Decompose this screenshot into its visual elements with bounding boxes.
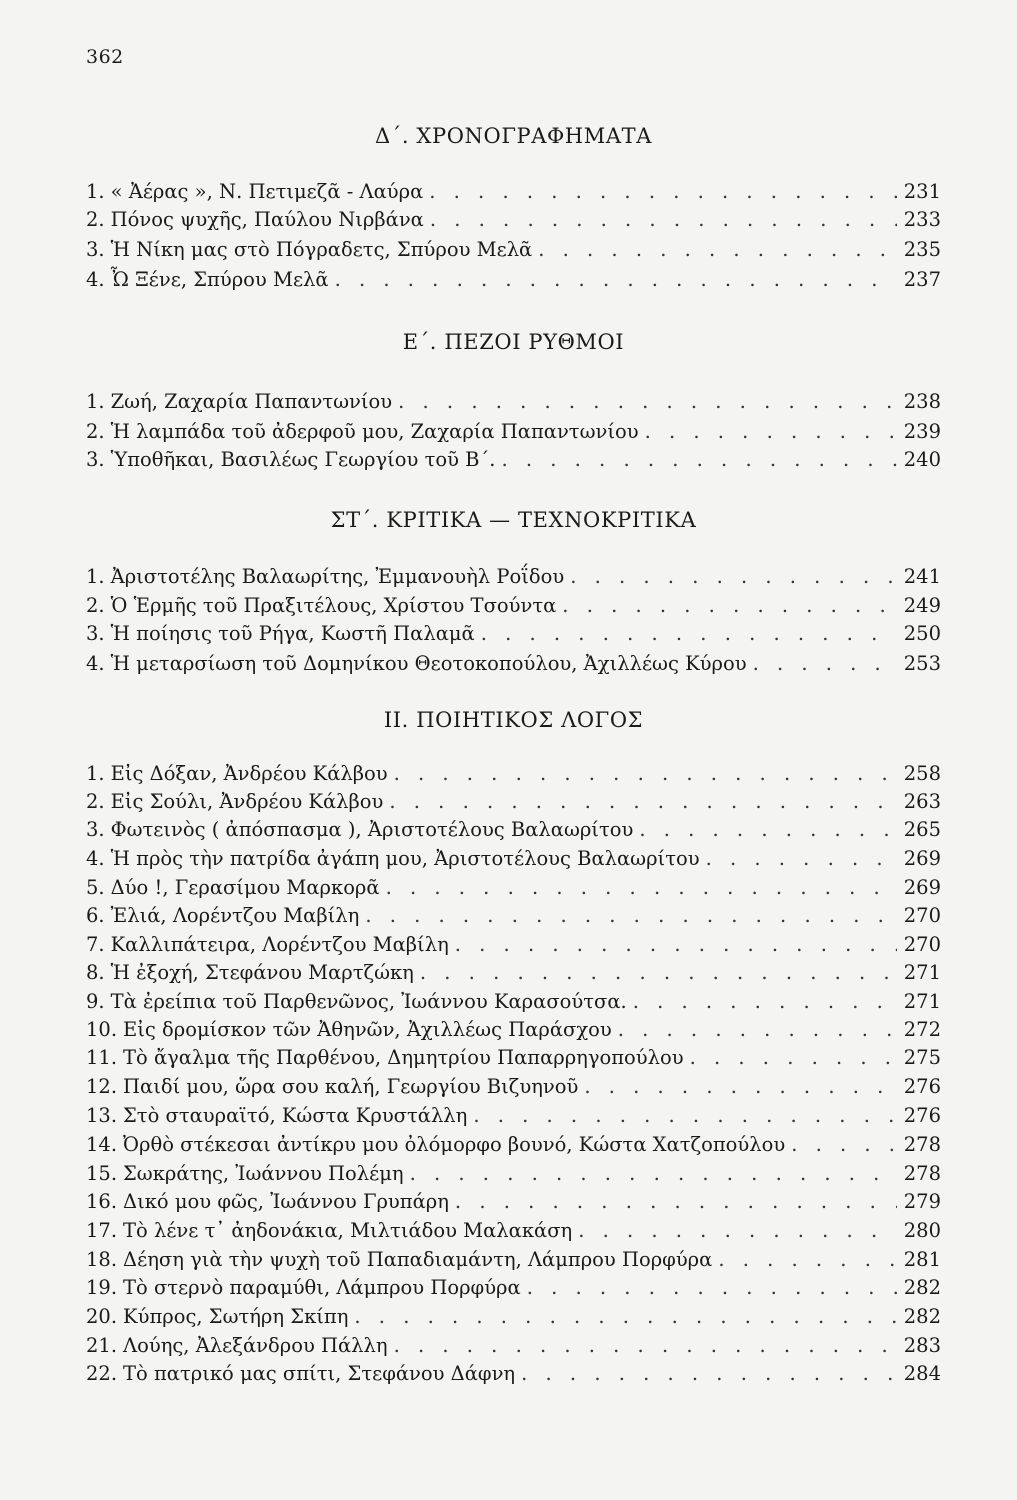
entry-page-number: 238 (903, 390, 941, 413)
entry-title: Τὸ στερνὸ παραμύθι, Λάμπρου Πορφύρα (123, 1276, 521, 1299)
entry-number: 1. (86, 390, 105, 413)
toc-entry (86, 208, 941, 236)
entry-title: Τὰ ἐρείπια τοῦ Παρθενῶνος, Ἰωάννου Καρασούτσα. (110, 990, 627, 1013)
section-heading: ΣΤ΄. ΚΡΙΤΙΚΑ — ΤΕΧΝΟΚΡΙΤΙΚΑ (330, 508, 697, 532)
toc-entry (86, 990, 941, 1018)
entry-page-number: 240 (903, 448, 941, 471)
toc-entry (86, 1219, 941, 1247)
dot-leader (473, 1104, 897, 1127)
toc-entry (86, 961, 941, 989)
toc-entry (86, 1162, 941, 1190)
toc-entry (86, 1104, 941, 1132)
toc-entry (86, 1276, 941, 1304)
entry-page-number: 239 (903, 420, 941, 443)
entry-title: Λούης, Ἀλεξάνδρου Πάλλη (123, 1334, 388, 1357)
section-heading: ΙΙ. ΠΟΙΗΤΙΚΟΣ ΛΟΓΟΣ (383, 708, 644, 732)
toc-entry (86, 390, 941, 418)
entry-title: Τὸ πατρικό μας σπίτι, Στεφάνου Δάφνη (123, 1362, 516, 1385)
entry-number: 1. (86, 762, 105, 785)
dot-leader (455, 933, 897, 956)
entry-number: 1. (86, 565, 105, 588)
entry-page-number: 276 (903, 1075, 941, 1098)
entry-title: Ὦ Ξένε, Σπύρου Μελᾶ (110, 268, 329, 291)
entry-title: Δύο !, Γερασίμου Μαρκορᾶ (110, 876, 380, 899)
entry-page-number: 282 (903, 1276, 941, 1299)
entry-page-number: 279 (903, 1190, 941, 1213)
entry-page-number: 269 (903, 847, 941, 870)
entry-number: 6. (86, 904, 105, 927)
entry-number: 3. (86, 818, 105, 841)
entry-number: 10. (86, 1018, 118, 1041)
entry-title: Ἡ ποίησις τοῦ Ρήγα, Κωστῆ Παλαμᾶ (110, 622, 475, 645)
entry-page-number: 263 (903, 790, 941, 813)
entry-page-number: 253 (903, 652, 941, 675)
toc-entry (86, 1362, 941, 1390)
entry-page-number: 284 (903, 1362, 941, 1385)
dot-leader (718, 1248, 897, 1271)
dot-leader (706, 847, 897, 870)
entry-title: Τὸ ἄγαλμα τῆς Παρθένου, Δημητρίου Παπαρρηγοπούλου (123, 1046, 684, 1069)
dot-leader (429, 180, 897, 203)
dot-leader (639, 818, 897, 841)
entry-number: 11. (86, 1046, 118, 1069)
entry-title: Ἡ ἐξοχή, Στεφάνου Μαρτζώκη (110, 961, 414, 984)
entry-number: 16. (86, 1190, 118, 1213)
entry-number: 12. (86, 1075, 118, 1098)
entry-title: Καλλιπάτειρα, Λορέντζου Μαβίλη (110, 933, 449, 956)
dot-leader (578, 1219, 897, 1242)
dot-leader (389, 790, 897, 813)
toc-entry (86, 933, 941, 961)
toc-entry (86, 847, 941, 875)
dot-leader (365, 904, 897, 927)
entry-page-number: 271 (903, 990, 941, 1013)
toc-entry (86, 448, 941, 476)
toc-entry (86, 1018, 941, 1046)
dot-leader (690, 1046, 897, 1069)
entry-page-number: 275 (903, 1046, 941, 1069)
toc-entry (86, 1075, 941, 1103)
toc-entry (86, 652, 941, 680)
entry-title: « Ἀέρας », Ν. Πετιμεζᾶ - Λαύρα (110, 180, 424, 203)
entry-number: 2. (86, 594, 105, 617)
entry-page-number: 281 (903, 1248, 941, 1271)
entry-title: Ὁ Ἑρμῆς τοῦ Πραξιτέλους, Χρίστου Τσούντα (110, 594, 557, 617)
entry-title: Ἡ μεταρσίωση τοῦ Δομηνίκου Θεοτοκοπούλου, Ἀχιλλέως Κύρου (110, 652, 747, 675)
dot-leader (584, 1075, 897, 1098)
dot-leader (618, 1018, 897, 1041)
entry-page-number: 269 (903, 876, 941, 899)
dot-leader (527, 1276, 897, 1299)
dot-leader (570, 565, 897, 588)
entry-page-number: 258 (903, 762, 941, 785)
section-heading: Ε΄. ΠΕΖΟΙ ΡΥΘΜΟΙ (402, 330, 625, 354)
toc-entry (86, 420, 941, 448)
entry-title: Εἰς Δόξαν, Ἀνδρέου Κάλβου (110, 762, 388, 785)
toc-entry (86, 1046, 941, 1074)
dot-leader (394, 1334, 897, 1357)
entry-page-number: 249 (903, 594, 941, 617)
entry-title: Ἡ πρὸς τὴν πατρίδα ἀγάπη μου, Ἀριστοτέλους Βαλαωρίτου (110, 847, 700, 870)
entry-title: Ζωή, Ζαχαρία Παπαντωνίου (110, 390, 393, 413)
dot-leader (791, 1133, 897, 1156)
entry-page-number: 235 (903, 238, 941, 261)
dot-leader (398, 390, 897, 413)
entry-number: 18. (86, 1248, 118, 1271)
entry-page-number: 283 (903, 1334, 941, 1357)
entry-number: 21. (86, 1334, 118, 1357)
entry-number: 9. (86, 990, 105, 1013)
entry-title: Πόνος ψυχῆς, Παύλου Νιρβάνα (110, 208, 424, 231)
entry-number: 8. (86, 961, 105, 984)
entry-page-number: 237 (903, 268, 941, 291)
entry-title: Εἰς δρομίσκον τῶν Ἀθηνῶν, Ἀχιλλέως Παράσχου (123, 1018, 612, 1041)
entry-title: Φωτεινὸς ( ἀπόσπασμα ), Ἀριστοτέλους Βαλαωρίτου (110, 818, 634, 841)
entry-page-number: 231 (903, 180, 941, 203)
entry-page-number: 250 (903, 622, 941, 645)
entry-page-number: 270 (903, 904, 941, 927)
dot-leader (633, 990, 897, 1013)
entry-page-number: 280 (903, 1219, 941, 1242)
entry-title: Ὀρθὸ στέκεσαι ἀντίκρυ μου ὀλόμορφο βουνό, Κώστα Χατζοπούλου (123, 1133, 786, 1156)
dot-leader (481, 622, 897, 645)
entry-title: Εἰς Σούλι, Ἀνδρέου Κάλβου (110, 790, 384, 813)
entry-page-number: 276 (903, 1104, 941, 1127)
entry-title: Ἀριστοτέλης Βαλαωρίτης, Ἐμμανουὴλ Ροΐδου (110, 565, 565, 588)
dot-leader (753, 652, 897, 675)
toc-entry (86, 1305, 941, 1333)
dot-leader (538, 238, 897, 261)
toc-entry (86, 238, 941, 266)
dot-leader (562, 594, 897, 617)
entry-number: 2. (86, 420, 105, 443)
entry-number: 4. (86, 268, 105, 291)
toc-entry (86, 594, 941, 622)
entry-title: Ἐλιά, Λορέντζου Μαβίλη (110, 904, 360, 927)
section-heading: Δ΄. ΧΡΟΝΟΓΡΑΦΗΜΑΤΑ (375, 124, 652, 148)
toc-entry (86, 762, 941, 790)
toc-entry (86, 818, 941, 846)
entry-number: 3. (86, 448, 105, 471)
entry-page-number: 233 (903, 208, 941, 231)
entry-number: 22. (86, 1362, 118, 1385)
entry-number: 13. (86, 1104, 118, 1127)
dot-leader (335, 268, 897, 291)
toc-entry (86, 904, 941, 932)
toc-entry (86, 180, 941, 208)
entry-number: 17. (86, 1219, 118, 1242)
entry-page-number: 282 (903, 1305, 941, 1328)
entry-number: 14. (86, 1133, 118, 1156)
entry-number: 5. (86, 876, 105, 899)
entry-page-number: 271 (903, 961, 941, 984)
toc-entry (86, 876, 941, 904)
dot-leader (521, 1362, 897, 1385)
entry-number: 4. (86, 652, 105, 675)
page-number: 362 (86, 46, 124, 68)
entry-title: Δέηση γιὰ τὴν ψυχὴ τοῦ Παπαδιαμάντη, Λάμπρου Πορφύρα (123, 1248, 713, 1271)
entry-number: 2. (86, 790, 105, 813)
entry-title: Κύπρος, Σωτήρη Σκίπη (123, 1305, 349, 1328)
entry-page-number: 278 (903, 1133, 941, 1156)
dot-leader (386, 876, 897, 899)
dot-leader (354, 1305, 897, 1328)
dot-leader (410, 1162, 897, 1185)
toc-entry (86, 622, 941, 650)
entry-page-number: 278 (903, 1162, 941, 1185)
entry-number: 3. (86, 622, 105, 645)
entry-number: 19. (86, 1276, 118, 1299)
entry-title: Στὸ σταυραϊτό, Κώστα Κρυστάλλη (123, 1104, 468, 1127)
toc-entry (86, 268, 941, 296)
entry-number: 1. (86, 180, 105, 203)
entry-title: Παιδί μου, ὥρα σου καλή, Γεωργίου Βιζυηνοῦ (123, 1075, 579, 1098)
toc-entry (86, 1190, 941, 1218)
toc-entry (86, 1133, 941, 1161)
entry-title: Ἡ Νίκη μας στὸ Πόγραδετς, Σπύρου Μελᾶ (110, 238, 533, 261)
dot-leader (420, 961, 897, 984)
entry-title: Ἡ λαμπάδα τοῦ ἀδερφοῦ μου, Ζαχαρία Παπαντωνίου (110, 420, 639, 443)
entry-number: 4. (86, 847, 105, 870)
entry-page-number: 265 (903, 818, 941, 841)
entry-title: Τὸ λένε τ᾽ ἀηδονάκια, Μιλτιάδου Μαλακάση (123, 1219, 573, 1242)
entry-number: 3. (86, 238, 105, 261)
toc-entry (86, 1248, 941, 1276)
entry-page-number: 270 (903, 933, 941, 956)
dot-leader (501, 448, 897, 471)
dot-leader (645, 420, 897, 443)
toc-entry (86, 565, 941, 593)
dot-leader (394, 762, 897, 785)
entry-page-number: 241 (903, 565, 941, 588)
entry-number: 2. (86, 208, 105, 231)
entry-title: Δικό μου φῶς, Ἰωάννου Γρυπάρη (123, 1190, 449, 1213)
entry-title: Ὑποθῆκαι, Βασιλέως Γεωργίου τοῦ Β΄. (110, 448, 496, 471)
toc-entry (86, 1334, 941, 1362)
dot-leader (430, 208, 897, 231)
entry-number: 20. (86, 1305, 118, 1328)
toc-entry (86, 790, 941, 818)
entry-page-number: 272 (903, 1018, 941, 1041)
dot-leader (455, 1190, 897, 1213)
entry-title: Σωκράτης, Ἰωάννου Πολέμη (123, 1162, 404, 1185)
entry-number: 7. (86, 933, 105, 956)
entry-number: 15. (86, 1162, 118, 1185)
